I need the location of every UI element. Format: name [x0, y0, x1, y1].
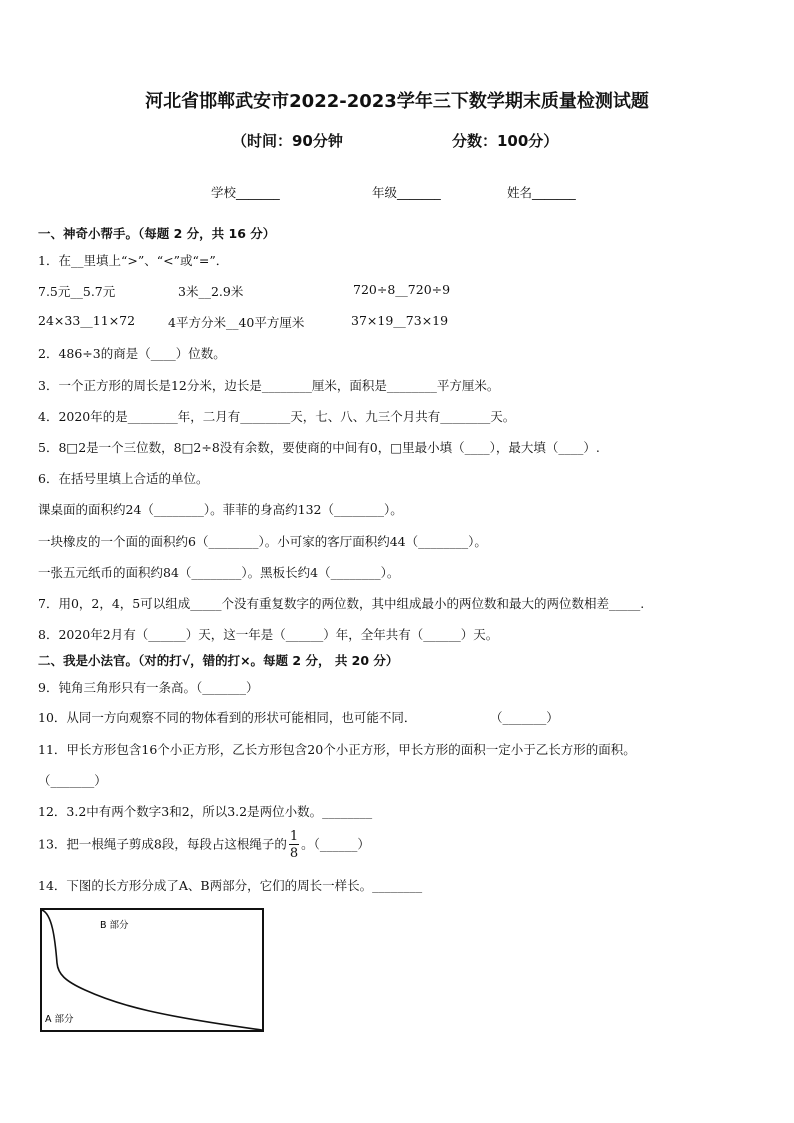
- question-4: 4．2020年的是________年，二月有________天，七、八、九三个月共有________天。: [38, 409, 516, 424]
- question-14: 14．下图的长方形分成了A、B两部分，它们的周长一样长。________: [38, 878, 423, 893]
- name-field: 姓名_______: [507, 185, 576, 200]
- q6-line: 一张五元纸币的面积约84（________）。黑板长约4（________）。: [38, 565, 400, 580]
- q6-line: 课桌面的面积约24（________）。菲菲的身高约132（________）。: [38, 502, 403, 517]
- rectangle-outline: [41, 909, 263, 1031]
- rectangle-figure: [40, 908, 264, 1032]
- q1-item: 7.5元__5.7元: [38, 284, 116, 299]
- score-label: 分数：100分）: [452, 132, 559, 150]
- grade-field: 年级_______: [372, 185, 441, 200]
- question-9: 9．钝角三角形只有一条高。（_______）: [38, 680, 259, 695]
- question-13: [38, 830, 370, 860]
- fraction: [289, 830, 299, 860]
- q6-line: 一块橡皮的一个面的面积约6（________）。小可家的客厅面积约44（________）。: [38, 534, 487, 549]
- question-12: 12．3.2中有两个数字3和2，所以3.2是两位小数。________: [38, 804, 373, 819]
- school-field: 学校_______: [211, 185, 280, 200]
- question-11: 11．甲长方形包含16个小正方形，乙长方形包含20个小正方形，甲长方形的面积一定小于乙长方形的面积。: [38, 742, 636, 757]
- q1-item: 37×19__73×19: [351, 313, 449, 328]
- question-3: 3．一个正方形的周长是12分米，边长是________厘米，面积是________平方厘米。: [38, 378, 500, 393]
- question-7: 7．用0，2，4，5可以组成_____个没有重复数字的两位数，其中组成最小的两位数和最大的两位数相差_____.: [38, 596, 645, 611]
- question-11-blank: （_______）: [38, 773, 107, 788]
- q1-item: 24×33__11×72: [38, 313, 136, 328]
- q1-item: 3米__2.9米: [178, 284, 244, 299]
- page-title: 河北省邯郸武安市2022-2023学年三下数学期末质量检测试题: [145, 91, 649, 112]
- label-part-a: A 部分: [45, 1014, 74, 1025]
- time-label: （时间：90分钟: [232, 132, 343, 150]
- label-part-b: B 部分: [100, 920, 129, 931]
- rectangle-diagram: [40, 908, 264, 1032]
- q1-item: 720÷8__720÷9: [353, 282, 451, 297]
- question-13-text: 13．把一根绳子剪成8段，每段占这根绳子的: [38, 836, 287, 852]
- question-8: 8．2020年2月有（______）天，这一年是（______）年，全年共有（______）天。: [38, 627, 499, 642]
- question-5: 5．8□2是一个三位数，8□2÷8没有余数，要使商的中间有0，□里最小填（____），最大填（____）.: [38, 440, 600, 455]
- question-2: 2．486÷3的商是（____）位数。: [38, 346, 226, 361]
- fraction-numerator: 1: [289, 829, 299, 844]
- q1-item: 4平方分米__40平方厘米: [168, 315, 305, 330]
- fraction-denominator: 8: [289, 846, 299, 861]
- question-10: 10．从同一方向观察不同的物体看到的形状可能相同，也可能不同．: [38, 710, 417, 725]
- question-13-tail: 。（______）: [301, 836, 370, 852]
- section-2-heading: 二、我是小法官。（对的打√，错的打×。每题 2 分， 共 20 分）: [38, 653, 399, 668]
- question-6: 6．在括号里填上合适的单位。: [38, 471, 209, 486]
- question-10-blank: （_______）: [490, 710, 559, 725]
- section-1-heading: 一、神奇小帮手。（每题 2 分，共 16 分）: [38, 226, 276, 241]
- question-1: 1．在__里填上“>”、“<”或“=”．: [38, 253, 229, 268]
